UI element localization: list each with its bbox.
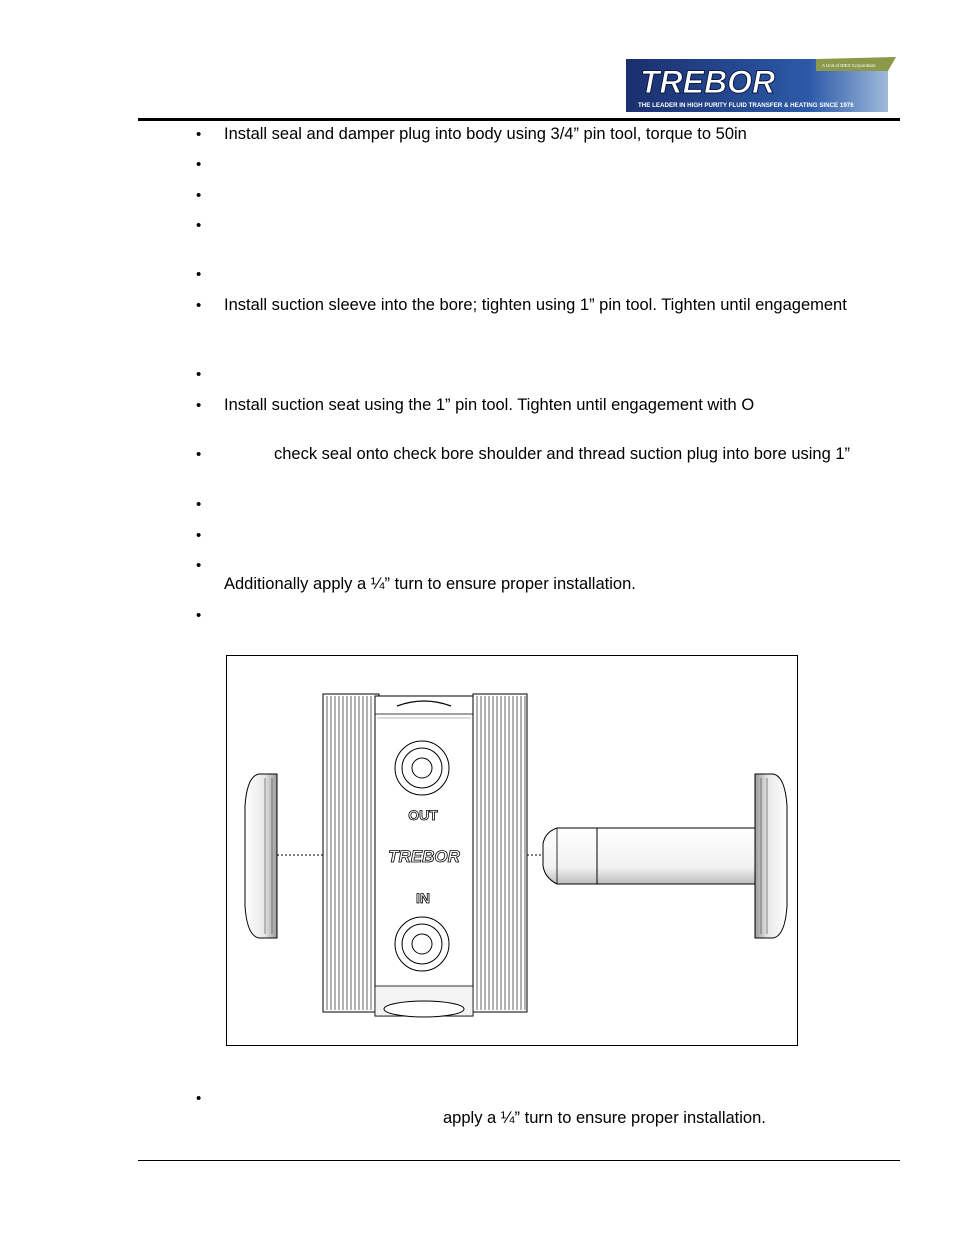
bullet: • [196,527,202,544]
step-12-text: Additionally apply a ¼” turn to ensure proper installation. [224,575,636,593]
bullet: • [196,217,202,234]
svg-text:A Unit of IDEX Corporation: A Unit of IDEX Corporation [822,63,876,68]
step-9-text: check seal onto check bore shoulder and thread suction plug into bore using 1” [274,445,851,463]
bullet: • [196,397,202,414]
pin-tool [543,828,755,884]
bullet: • [196,366,202,383]
out-label: OUT [408,807,438,823]
bullet: • [196,297,202,314]
bullet: • [196,557,202,574]
bullet: • [196,156,202,173]
assembly-figure [226,655,798,1046]
svg-text:THE LEADER IN HIGH PURITY FLUI: THE LEADER IN HIGH PURITY FLUID TRANSFER & HEATING SINCE 1976 [638,102,854,109]
bullet: • [196,266,202,283]
header-rule [138,118,900,121]
bullet: • [196,446,202,463]
bullet: • [196,496,202,513]
step-8-text: Install suction seat using the 1” pin tool. Tighten until engagement with O [224,396,755,414]
bullet: • [196,126,202,143]
right-cap [755,774,787,938]
bullet: • [196,187,202,204]
svg-text:TREBOR: TREBOR [640,64,776,100]
bullet: • [196,607,202,624]
left-cap [245,774,277,938]
footer-rule [138,1160,900,1161]
trebor-logo [626,57,896,114]
bullet: • [196,1090,202,1107]
assembly-drawing [227,656,799,1047]
brand-label: TREBOR [388,847,460,866]
in-label: IN [416,890,430,906]
step-14-text: apply a ¼” turn to ensure proper installation. [443,1109,766,1127]
step-1-text: Install seal and damper plug into body using 3/4” pin tool, torque to 50in [224,125,747,143]
step-6-text: Install suction sleeve into the bore; tighten using 1” pin tool. Tighten until engagement [224,296,847,314]
